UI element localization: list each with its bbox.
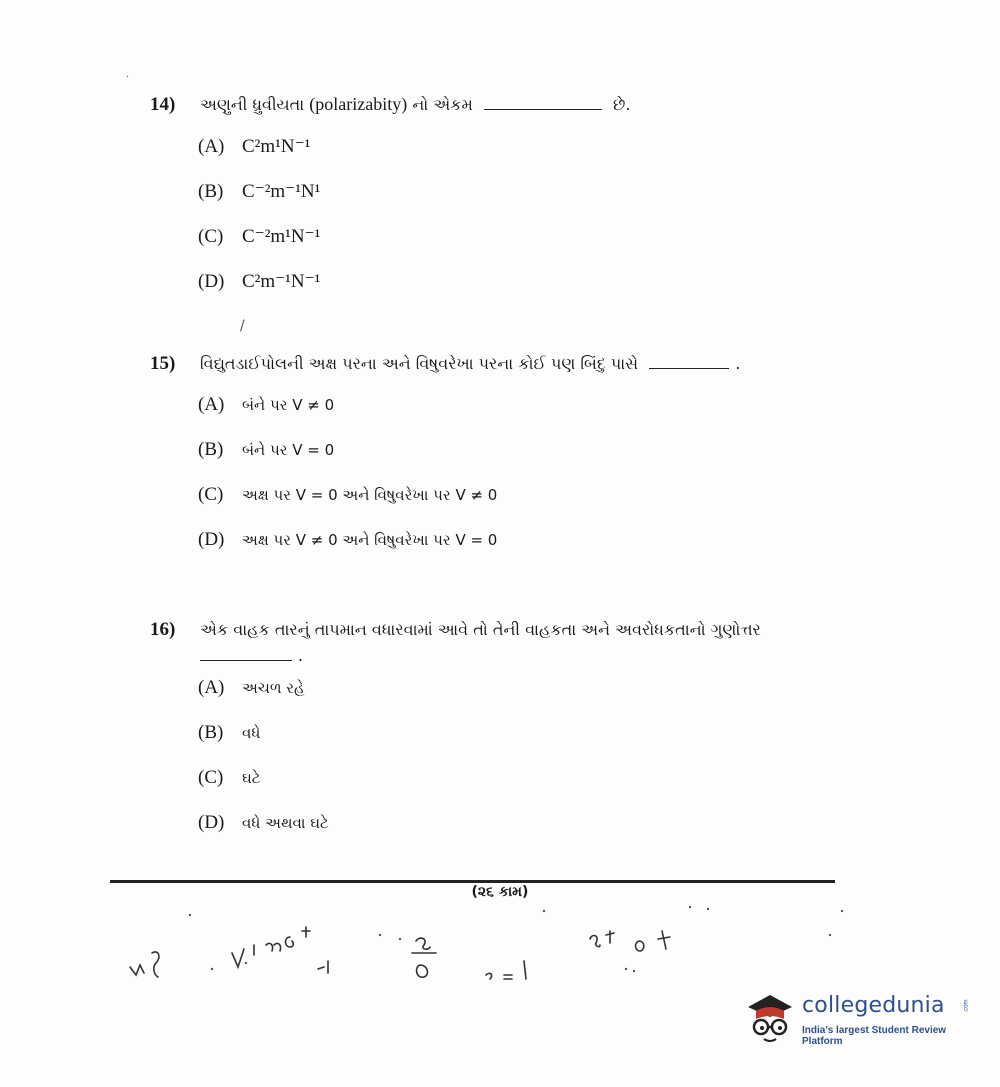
option-c	[198, 484, 830, 529]
question-15	[150, 352, 830, 574]
stray-dot: ·	[126, 72, 130, 83]
option-b	[198, 722, 830, 767]
question-end: .	[735, 354, 741, 373]
footer-rule	[110, 880, 835, 883]
answer-blank	[649, 367, 729, 369]
option-label: (C)	[198, 484, 224, 505]
question-number: 15)	[150, 353, 176, 374]
question-text	[200, 92, 631, 117]
option-text: અક્ષ પર V ≠ 0 અને વિષુવરેખા પર V = 0	[242, 531, 498, 549]
question-14	[150, 92, 830, 315]
option-a	[198, 135, 830, 180]
option-label: (B)	[198, 439, 224, 460]
option-c	[198, 767, 830, 812]
question-text-part: અણુની ધ્રુવીયતા	[200, 95, 305, 114]
question-16-blank-line	[200, 646, 830, 665]
option-text: ઘટે	[242, 769, 261, 787]
option-d	[198, 270, 830, 315]
option-label: (D)	[198, 812, 225, 833]
question-end: .	[298, 646, 304, 665]
rough-work-scribbles	[0, 905, 1000, 995]
option-label: (C)	[198, 767, 224, 788]
question-text	[200, 352, 740, 376]
question-text-english: (polarizabity)	[309, 94, 408, 114]
answer-blank	[200, 659, 292, 661]
option-a	[198, 677, 830, 722]
option-label: (B)	[198, 722, 224, 743]
option-text: અચળ રહે	[242, 679, 305, 697]
option-label: (C)	[198, 226, 224, 247]
logo-name: collegedunia	[802, 993, 945, 1018]
question-15-line	[150, 352, 830, 376]
option-label: (D)	[198, 529, 225, 550]
mascot-icon	[740, 985, 800, 1045]
option-d	[198, 529, 830, 574]
option-label: (A)	[198, 394, 225, 415]
question-number: 14)	[150, 94, 176, 115]
options-list	[198, 394, 830, 574]
option-text: બંને પર V = 0	[242, 441, 335, 459]
page-footer: (૨૬ કામ)	[471, 884, 529, 900]
option-text: અક્ષ પર V = 0 અને વિષુવરેખા પર V ≠ 0	[242, 486, 498, 504]
option-label: (B)	[198, 181, 224, 202]
option-text: C²m¹N⁻¹	[242, 136, 311, 157]
options-list	[198, 135, 830, 315]
option-b	[198, 439, 830, 484]
logo-suffix: .com	[963, 999, 970, 1013]
question-text-part: વિદ્યુતડાઈપોલની અક્ષ પરના અને વિષુવરેખા પરના કોઈ પણ બિંદુ પાસે	[200, 354, 639, 373]
logo-tagline: India's largest Student Review Platform	[802, 1025, 947, 1047]
question-text-part: નો એકમ	[412, 95, 473, 114]
options-list	[198, 677, 830, 857]
question-end: છે.	[613, 95, 631, 114]
option-text: વધે અથવા ઘટે	[242, 814, 329, 832]
question-number: 16)	[150, 619, 176, 640]
option-c	[198, 225, 830, 270]
question-14-line	[150, 92, 830, 117]
collegedunia-logo	[740, 985, 970, 1045]
option-label: (A)	[198, 136, 225, 157]
option-text: C⁻²m⁻¹N¹	[242, 181, 321, 202]
option-d	[198, 812, 830, 857]
option-label: (D)	[198, 271, 225, 292]
option-a	[198, 394, 830, 439]
question-text: એક વાહક તારનું તાપમાન વધારવામાં આવે તો તેની વાહકતા અને અવરોધકતાનો ગુણોત્તર	[200, 620, 761, 639]
option-label: (A)	[198, 677, 225, 698]
option-text: બંને પર V ≠ 0	[242, 396, 335, 414]
answer-blank	[484, 108, 602, 110]
question-16-line	[150, 618, 830, 642]
stray-tick: /	[240, 318, 245, 334]
option-b	[198, 180, 830, 225]
option-text: C²m⁻¹N⁻¹	[242, 271, 321, 292]
option-text: C⁻²m¹N⁻¹	[242, 226, 321, 247]
question-16	[150, 618, 830, 857]
option-text: વધે	[242, 724, 261, 742]
